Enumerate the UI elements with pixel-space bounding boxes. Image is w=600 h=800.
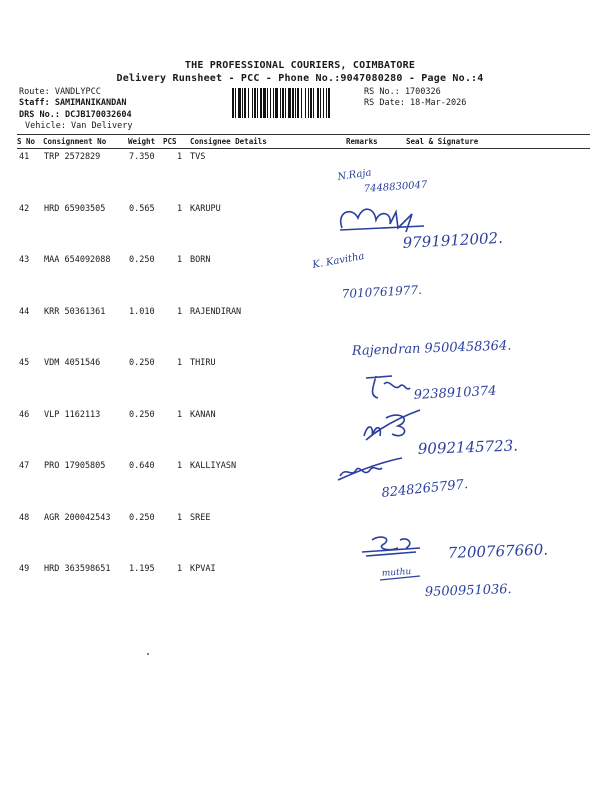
- col-remarks: Remarks: [346, 137, 378, 146]
- signature-42-phone: 9791912002.: [402, 228, 504, 252]
- row-consignee: SREE: [190, 512, 211, 523]
- row-sno: 43: [19, 255, 30, 265]
- row-pcs: 1: [177, 203, 183, 214]
- row-weight: 7.350: [129, 152, 155, 162]
- table-row: [0, 255, 600, 269]
- header-rule-top: [17, 134, 590, 135]
- signature-45-mark: [366, 376, 410, 398]
- row-pcs: 1: [177, 564, 183, 574]
- barcode-icon: [232, 88, 359, 118]
- signature-43-name: K. Kavitha: [311, 250, 366, 271]
- signature-49-name: muthu: [381, 566, 412, 579]
- company-title: THE PROFESSIONAL COURIERS, COIMBATORE: [184, 60, 416, 71]
- page-speck: [147, 653, 149, 655]
- col-consignee: Consignee Details: [190, 137, 267, 146]
- signature-48-mark: [362, 537, 420, 556]
- col-seal-signature: Seal & Signature: [406, 137, 479, 146]
- signature-45-phone: 9238910374: [413, 383, 497, 403]
- table-row: [0, 513, 600, 527]
- row-consignee: TVS: [190, 152, 206, 162]
- row-consignment-no: VDM 4051546: [44, 358, 101, 368]
- col-pcs: PCS: [163, 137, 177, 146]
- signature-46-phone: 9092145723.: [417, 436, 519, 458]
- signature-44-text: Rajendran 9500458364.: [351, 338, 512, 359]
- header-rule-bottom: [17, 148, 590, 149]
- signature-48-phone: 7200767660.: [447, 540, 549, 562]
- rs-date: RS Date: 18-Mar-2026: [364, 98, 467, 108]
- table-row: [0, 152, 600, 166]
- row-sno: 44: [19, 306, 30, 317]
- row-consignee: KALLIYASN: [190, 461, 237, 471]
- col-sno: S No: [17, 137, 36, 146]
- staff-label: Staff: SAMIMANIKANDAN: [19, 98, 127, 108]
- row-weight: 0.565: [129, 203, 155, 214]
- row-consignment-no: AGR 200042543: [44, 512, 111, 523]
- row-sno: 48: [19, 512, 30, 523]
- row-pcs: 1: [177, 512, 183, 523]
- route-label: Route: VANDLYPCC: [19, 87, 101, 97]
- row-consignee: KANAN: [190, 409, 216, 420]
- row-weight: 1.010: [129, 306, 155, 317]
- row-consignment-no: HRD 363598651: [44, 564, 111, 574]
- row-sno: 42: [19, 203, 30, 214]
- row-sno: 47: [19, 461, 30, 471]
- table-row: [0, 204, 600, 218]
- row-consignment-no: MAA 654092088: [44, 255, 111, 265]
- row-sno: 45: [19, 358, 30, 368]
- row-weight: 0.250: [129, 358, 155, 368]
- row-weight: 0.640: [129, 461, 155, 471]
- row-weight: 1.195: [129, 564, 155, 574]
- row-consignee: RAJENDIRAN: [190, 306, 242, 317]
- rs-number: RS No.: 1700326: [364, 87, 441, 97]
- row-consignment-no: KRR 50361361: [44, 306, 106, 317]
- table-row: [0, 564, 600, 578]
- row-pcs: 1: [177, 306, 183, 317]
- col-weight: Weight: [128, 137, 156, 146]
- table-row: [0, 307, 600, 321]
- row-consignment-no: VLP 1162113: [44, 409, 101, 420]
- row-consignment-no: HRD 65903505: [44, 203, 106, 214]
- signature-49-phone: 9500951036.: [424, 581, 512, 600]
- row-sno: 41: [19, 152, 30, 162]
- row-pcs: 1: [177, 358, 183, 368]
- row-weight: 0.250: [129, 512, 155, 523]
- row-consignment-no: TRP 2572829: [44, 152, 101, 162]
- table-row: [0, 358, 600, 372]
- signature-41-name: N.Raja: [336, 167, 373, 183]
- table-row: [0, 410, 600, 424]
- row-sno: 49: [19, 564, 30, 574]
- row-pcs: 1: [177, 152, 183, 162]
- row-consignee: BORN: [190, 255, 211, 265]
- drs-label: DRS No.: DCJB170032604: [19, 110, 132, 120]
- row-consignee: KPVAI: [190, 564, 216, 574]
- signature-47-phone: 8248265797.: [380, 476, 469, 501]
- vehicle-label: Vehicle: Van Delivery: [25, 121, 133, 131]
- row-consignee: KARUPU: [190, 203, 221, 214]
- row-pcs: 1: [177, 461, 183, 471]
- row-sno: 46: [19, 409, 30, 420]
- row-weight: 0.250: [129, 409, 155, 420]
- row-weight: 0.250: [129, 255, 155, 265]
- signature-41-phone: 7448830047: [363, 179, 428, 195]
- runsheet-subtitle: Delivery Runsheet - PCC - Phone No.:9047080280 - Page No.:4: [116, 73, 484, 84]
- row-consignee: THIRU: [190, 358, 216, 368]
- row-consignment-no: PRO 17905805: [44, 461, 106, 471]
- row-pcs: 1: [177, 255, 183, 265]
- row-pcs: 1: [177, 409, 183, 420]
- signature-43-phone: 7010761977.: [341, 282, 423, 301]
- table-row: [0, 461, 600, 475]
- col-consignment: Consignment No: [43, 137, 107, 146]
